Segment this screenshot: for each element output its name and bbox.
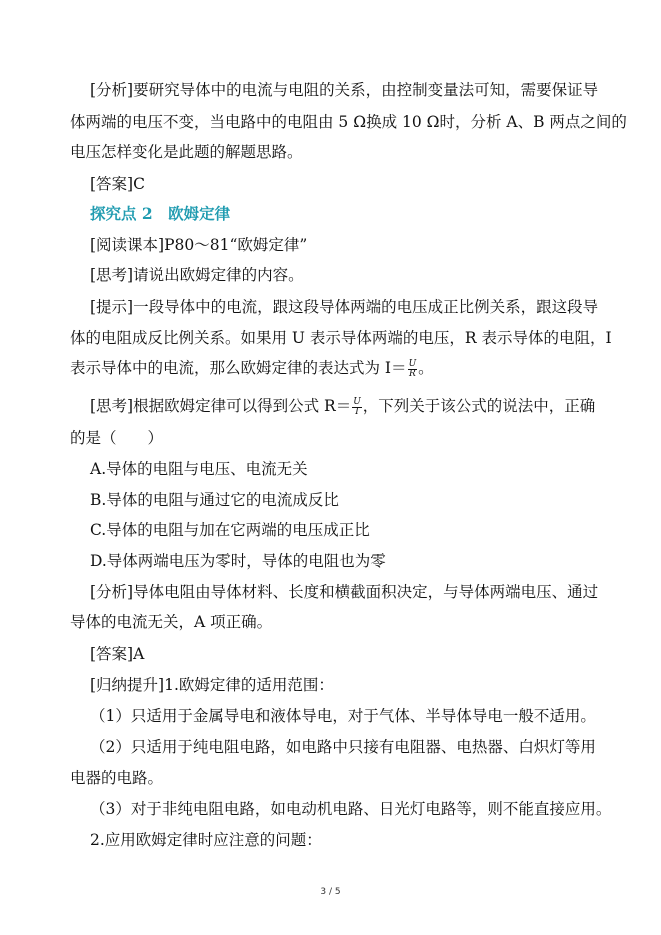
think-question-2-tail: ，下列关于该公式的说法中，正确 xyxy=(362,397,596,415)
option-a: A.导体的电阻与电压、电流无关 xyxy=(90,460,308,478)
page-number: 3 / 5 xyxy=(320,887,341,897)
summary-item-3: （3）对于非纯电阻电路，如电动机电路、日光灯电路等，则不能直接应用。 xyxy=(90,800,612,818)
summary-item-2-line-2: 电器的电路。 xyxy=(70,769,164,787)
think-question-2-line-1 xyxy=(90,396,595,417)
hint-line-2: 体的电阻成反比例关系。如果用 U 表示导体两端的电压，R 表示导体的电阻，I xyxy=(70,329,612,347)
fraction-numerator: U xyxy=(353,396,361,407)
analysis-paragraph-line-3: 电压怎样变化是此题的解题思路。 xyxy=(70,143,303,161)
think-question-2-text: [思考]根据欧姆定律可以得到公式 R＝ xyxy=(90,397,352,415)
summary-item-1: （1）只适用于金属导电和液体导电，对于气体、半导体导电一般不适用。 xyxy=(90,707,596,725)
resistance-fraction xyxy=(352,398,362,417)
analysis-2-line-1: [分析]导体电阻由导体材料、长度和横截面积决定，与导体两端电压、通过 xyxy=(90,583,599,601)
option-d: D.导体两端电压为零时，导体的电阻也为零 xyxy=(90,552,386,570)
hint-line-1: [提示]一段导体中的电流，跟这段导体两端的电压成正比例关系，跟这段导 xyxy=(90,298,599,316)
answer-a: [答案]A xyxy=(90,645,145,663)
analysis-paragraph-line-1: [分析]要研究导体中的电流与电阻的关系，由控制变量法可知，需要保证导 xyxy=(90,81,599,99)
summary-point-2: 2.应用欧姆定律时应注意的问题： xyxy=(90,831,322,849)
option-b: B.导体的电阻与通过它的电流成反比 xyxy=(90,491,339,509)
fraction-denominator: R xyxy=(408,368,416,379)
think-question-2-line-2: 的是（ ） xyxy=(70,429,164,447)
reading-reference: [阅读课本]P80～81“欧姆定律” xyxy=(90,236,308,254)
hint-line-3-text: 表示导体中的电流，那么欧姆定律的表达式为 I＝ xyxy=(70,359,407,377)
answer-c: [答案]C xyxy=(90,175,145,193)
think-question-1: [思考]请说出欧姆定律的内容。 xyxy=(90,266,304,284)
ohm-law-fraction xyxy=(408,360,418,379)
section-heading: 探究点 2 欧姆定律 xyxy=(90,204,231,223)
fraction-denominator: I xyxy=(355,406,359,417)
summary-item-2-line-1: （2）只适用于纯电阻电路，如电路中只接有电阻器、电热器、白炽灯等用 xyxy=(90,738,596,756)
analysis-paragraph-line-2: 体两端的电压不变，当电路中的电阻由 5 Ω换成 10 Ω时，分析 A、B 两点之间的 xyxy=(70,113,627,131)
hint-line-3-end: 。 xyxy=(418,359,434,377)
summary-heading: [归纳提升]1.欧姆定律的适用范围： xyxy=(90,676,334,694)
hint-line-3 xyxy=(70,358,434,379)
fraction-numerator: U xyxy=(408,358,417,369)
analysis-2-line-2: 导体的电流无关，A 项正确。 xyxy=(70,613,273,631)
option-c: C.导体的电阻与加在它两端的电压成正比 xyxy=(90,521,370,539)
